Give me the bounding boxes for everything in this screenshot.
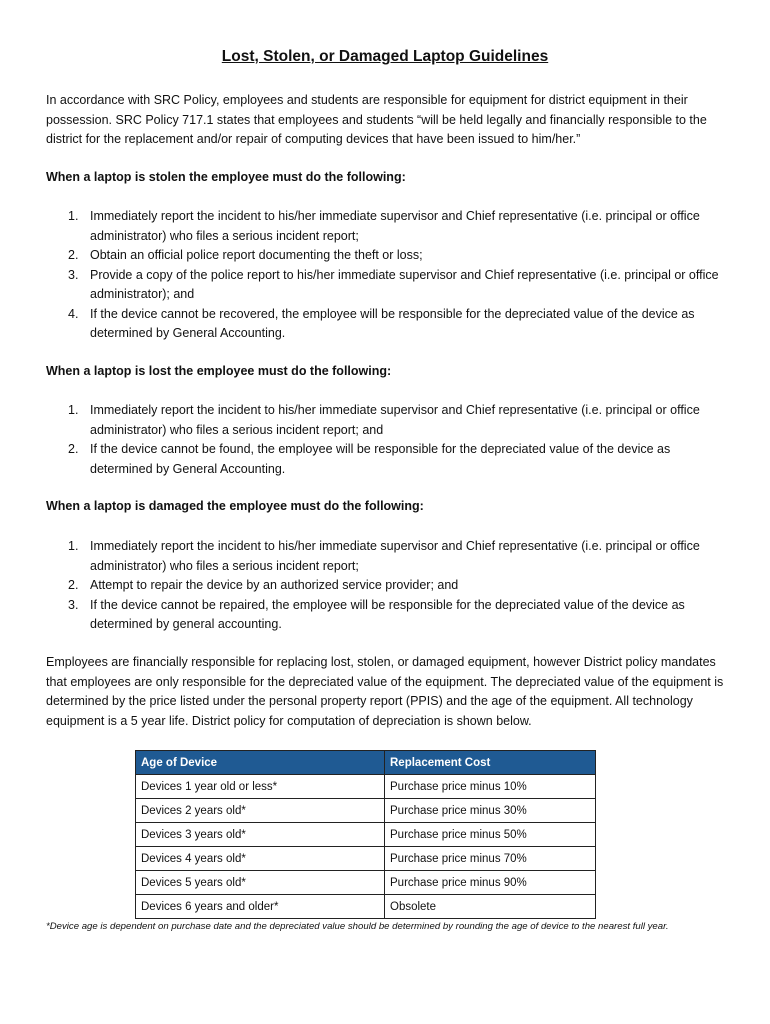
table-header-row: [136, 751, 596, 775]
table-row: [136, 895, 596, 919]
list-item: 2. If the device cannot be found, the employee will be responsible for the depreciated value of the device as determined by General Accounting.: [68, 442, 671, 476]
table-cell: Devices 4 years old*: [136, 847, 385, 871]
intro-paragraph: In accordance with SRC Policy, employees and students are responsible for equipment for district equipment in their possession. SRC Policy 717.1 states that employees and students “will be held legally and financially responsible to the district for the replacement and/or repair of computing devices that have been issued to him/her.”: [46, 93, 707, 146]
table-row: [136, 799, 596, 823]
page-title: Lost, Stolen, or Damaged Laptop Guidelines: [221, 48, 549, 65]
table-cell: Devices 6 years and older*: [136, 895, 385, 919]
lost-list: [46, 401, 736, 479]
list-item: 1. Immediately report the incident to his/her immediate supervisor and Chief representative (i.e. principal or office administrator) who files a serious incident report;: [68, 209, 700, 243]
depreciation-table: [135, 750, 596, 919]
table-cell: Devices 2 years old*: [136, 799, 385, 823]
damaged-heading: When a laptop is damaged the employee must do the following:: [46, 499, 424, 513]
table-cell: Purchase price minus 10%: [385, 775, 596, 799]
table-cell: Purchase price minus 70%: [385, 847, 596, 871]
list-item: 3. If the device cannot be repaired, the employee will be responsible for the depreciated value of the device as determined by general accounting.: [68, 597, 685, 631]
lost-heading: When a laptop is lost the employee must do the following:: [46, 364, 392, 378]
table-row: [136, 871, 596, 895]
column-header-age: Age of Device: [136, 751, 385, 775]
table-cell: Devices 5 years old*: [136, 871, 385, 895]
list-item: 1. Immediately report the incident to his/her immediate supervisor and Chief representative (i.e. principal or office administrator) who files a serious incident report;: [68, 539, 700, 573]
table-cell: Devices 1 year old or less*: [136, 775, 385, 799]
table-cell: Obsolete: [385, 895, 596, 919]
list-item: 2. Obtain an official police report documenting the theft or loss;: [68, 248, 423, 262]
table-cell: Purchase price minus 30%: [385, 799, 596, 823]
stolen-list: [46, 207, 736, 344]
table-cell: Devices 3 years old*: [136, 823, 385, 847]
table-footnote: *Device age is dependent on purchase date and the depreciated value should be determined by rounding the age of device to the nearest full year.: [46, 921, 669, 932]
damaged-list: [46, 537, 736, 635]
list-item: 4. If the device cannot be recovered, the employee will be responsible for the depreciated value of the device as determined by General Accounting.: [68, 306, 695, 340]
stolen-heading: When a laptop is stolen the employee must do the following:: [46, 170, 406, 184]
closing-paragraph: Employees are financially responsible for replacing lost, stolen, or damaged equipment, however District policy mandates that employees are only responsible for the depreciated value of the equipment. The depreciated value of the equipment is determined by the price listed under the personal property report (PPIS) and the age of the equipment. All technology equipment is a 5 year life. District policy for computation of depreciation is shown below.: [46, 655, 724, 728]
list-item: 2. Attempt to repair the device by an authorized service provider; and: [68, 578, 459, 592]
list-item: 1. Immediately report the incident to his/her immediate supervisor and Chief representative (i.e. principal or office administrator) who files a serious incident report; and: [68, 403, 700, 437]
list-item: 3. Provide a copy of the police report to his/her immediate supervisor and Chief representative (i.e. principal or office administrator); and: [68, 267, 719, 301]
table-cell: Purchase price minus 90%: [385, 871, 596, 895]
column-header-cost: Replacement Cost: [385, 751, 596, 775]
table-row: [136, 847, 596, 871]
table-cell: Purchase price minus 50%: [385, 823, 596, 847]
table-row: [136, 775, 596, 799]
table-row: [136, 823, 596, 847]
